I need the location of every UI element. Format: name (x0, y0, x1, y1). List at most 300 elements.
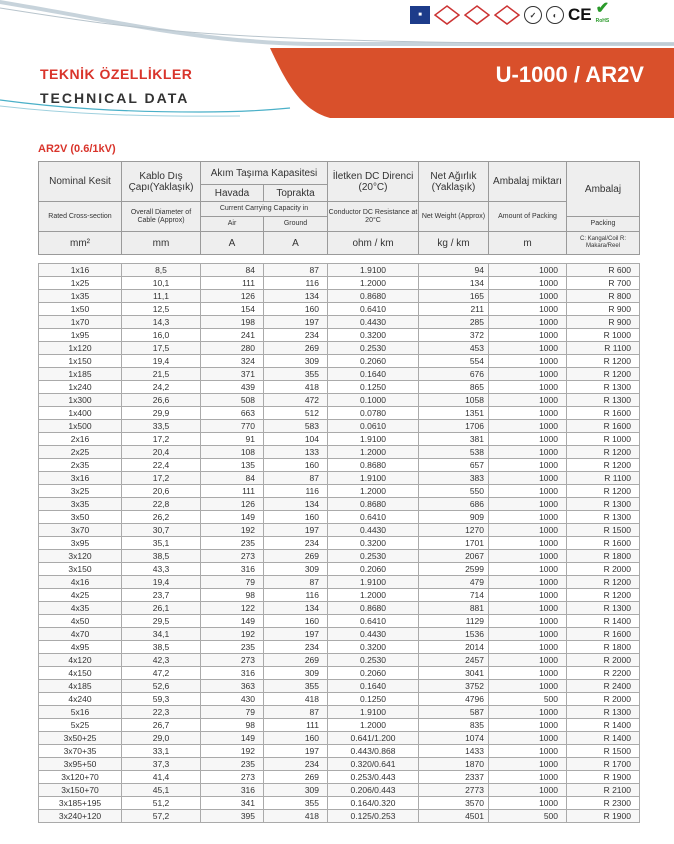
cell-packing-type: R 1300 (567, 706, 640, 719)
cell-weight: 881 (419, 602, 489, 615)
cell-cross-section: 3x70 (39, 524, 122, 537)
cell-current-ground: 234 (264, 329, 328, 342)
cell-diameter: 33,1 (122, 745, 201, 758)
cell-packing-amount: 1000 (489, 329, 567, 342)
cell-cross-section: 1x120 (39, 342, 122, 355)
cell-resistance: 0.1640 (328, 680, 419, 693)
table-row (39, 485, 640, 498)
cell-current-ground: 160 (264, 303, 328, 316)
table-row (39, 498, 640, 511)
cell-cross-section: 4x70 (39, 628, 122, 641)
cell-cross-section: 4x35 (39, 602, 122, 615)
table-row (39, 394, 640, 407)
cell-cross-section: 1x70 (39, 316, 122, 329)
cell-cross-section: 3x70+35 (39, 745, 122, 758)
header-akim: Akım Taşıma Kapasitesi (201, 162, 328, 185)
header-air: Air (201, 217, 264, 232)
cell-diameter: 24,2 (122, 381, 201, 394)
cell-weight: 1074 (419, 732, 489, 745)
cell-current-ground: 418 (264, 810, 328, 823)
header-akim-en: Current Carrying Capacity in (201, 202, 328, 217)
cell-packing-amount: 1000 (489, 264, 567, 277)
cell-cross-section: 1x240 (39, 381, 122, 394)
table-row (39, 290, 640, 303)
table-row (39, 771, 640, 784)
cell-weight: 1536 (419, 628, 489, 641)
cell-current-air: 111 (201, 485, 264, 498)
header-ambalaj-en: Packing (567, 217, 640, 232)
cell-current-ground: 197 (264, 524, 328, 537)
cell-packing-amount: 1000 (489, 576, 567, 589)
cell-diameter: 30,7 (122, 524, 201, 537)
cell-packing-type: R 1300 (567, 602, 640, 615)
cell-resistance: 0.443/0.868 (328, 745, 419, 758)
cell-diameter: 14,3 (122, 316, 201, 329)
table-row (39, 628, 640, 641)
cell-weight: 1270 (419, 524, 489, 537)
cell-cross-section: 3x150+70 (39, 784, 122, 797)
cell-current-air: 126 (201, 290, 264, 303)
table-row (39, 602, 640, 615)
cell-diameter: 19,4 (122, 355, 201, 368)
cell-current-ground: 160 (264, 732, 328, 745)
cell-packing-type: R 1400 (567, 732, 640, 745)
table-row (39, 407, 640, 420)
cell-current-ground: 160 (264, 615, 328, 628)
cell-packing-type: R 1600 (567, 537, 640, 550)
cell-diameter: 34,1 (122, 628, 201, 641)
cell-current-air: 79 (201, 706, 264, 719)
cell-weight: 686 (419, 498, 489, 511)
cell-weight: 4796 (419, 693, 489, 706)
cell-current-air: 273 (201, 771, 264, 784)
cell-resistance: 0.8680 (328, 498, 419, 511)
header-kesit-en: Rated Cross-section (39, 202, 122, 232)
cell-current-air: 508 (201, 394, 264, 407)
cell-current-ground: 133 (264, 446, 328, 459)
cell-packing-amount: 1000 (489, 381, 567, 394)
cell-current-air: 91 (201, 433, 264, 446)
cell-weight: 2599 (419, 563, 489, 576)
rohs-label: RoHS (595, 18, 610, 24)
cell-packing-amount: 1000 (489, 771, 567, 784)
cell-current-ground: 309 (264, 784, 328, 797)
cell-packing-type: R 1700 (567, 758, 640, 771)
table-row (39, 680, 640, 693)
unit-air: A (201, 232, 264, 255)
table-row (39, 459, 640, 472)
model-title: U-1000 / AR2V (495, 62, 644, 87)
title-english: TECHNICAL DATA (40, 90, 190, 106)
cell-diameter: 22,4 (122, 459, 201, 472)
table-row (39, 654, 640, 667)
cell-current-ground: 355 (264, 797, 328, 810)
cell-diameter: 20,6 (122, 485, 201, 498)
cell-current-ground: 87 (264, 706, 328, 719)
cell-packing-type: R 1200 (567, 576, 640, 589)
cell-weight: 1870 (419, 758, 489, 771)
section-title: AR2V (0.6/1kV) (38, 143, 116, 155)
cell-current-air: 273 (201, 550, 264, 563)
cell-current-air: 98 (201, 589, 264, 602)
cell-cross-section: 3x240+120 (39, 810, 122, 823)
cell-current-air: 316 (201, 667, 264, 680)
table-row (39, 810, 640, 823)
cell-cross-section: 5x16 (39, 706, 122, 719)
cell-packing-amount: 1000 (489, 420, 567, 433)
cell-diameter: 47,2 (122, 667, 201, 680)
cell-diameter: 23,7 (122, 589, 201, 602)
cell-current-air: 316 (201, 563, 264, 576)
cell-cross-section: 1x35 (39, 290, 122, 303)
cell-current-ground: 87 (264, 472, 328, 485)
cell-packing-amount: 1000 (489, 758, 567, 771)
cell-packing-type: R 1000 (567, 329, 640, 342)
table-row (39, 589, 640, 602)
cell-packing-amount: 1000 (489, 641, 567, 654)
table-row (39, 355, 640, 368)
cell-current-ground: 269 (264, 550, 328, 563)
cell-cross-section: 4x240 (39, 693, 122, 706)
cell-resistance: 0.2530 (328, 654, 419, 667)
cell-weight: 538 (419, 446, 489, 459)
cell-packing-type: R 1100 (567, 472, 640, 485)
table-row (39, 563, 640, 576)
cell-weight: 3570 (419, 797, 489, 810)
cell-resistance: 0.8680 (328, 290, 419, 303)
cell-packing-type: R 2200 (567, 667, 640, 680)
cell-current-air: 149 (201, 732, 264, 745)
cell-packing-type: R 1300 (567, 381, 640, 394)
cell-cross-section: 3x95 (39, 537, 122, 550)
cell-diameter: 11,1 (122, 290, 201, 303)
cell-resistance: 1.2000 (328, 277, 419, 290)
cell-weight: 383 (419, 472, 489, 485)
cell-diameter: 20,4 (122, 446, 201, 459)
table-row (39, 732, 640, 745)
cell-weight: 2457 (419, 654, 489, 667)
cell-cross-section: 3x120+70 (39, 771, 122, 784)
cell-weight: 657 (419, 459, 489, 472)
cell-diameter: 29,0 (122, 732, 201, 745)
cell-weight: 372 (419, 329, 489, 342)
cell-diameter: 42,3 (122, 654, 201, 667)
cell-current-air: 341 (201, 797, 264, 810)
cell-cross-section: 1x95 (39, 329, 122, 342)
cell-current-air: 371 (201, 368, 264, 381)
cell-current-ground: 234 (264, 641, 328, 654)
cell-packing-amount: 1000 (489, 719, 567, 732)
cell-packing-type: R 1300 (567, 498, 640, 511)
cell-diameter: 16,0 (122, 329, 201, 342)
cell-resistance: 0.6410 (328, 511, 419, 524)
header-ground: Ground (264, 217, 328, 232)
cell-weight: 479 (419, 576, 489, 589)
cell-packing-amount: 1000 (489, 303, 567, 316)
cell-current-ground: 309 (264, 667, 328, 680)
cell-packing-amount: 1000 (489, 485, 567, 498)
table-row (39, 537, 640, 550)
cell-diameter: 38,5 (122, 641, 201, 654)
cell-current-ground: 116 (264, 277, 328, 290)
cell-weight: 2014 (419, 641, 489, 654)
cell-diameter: 17,2 (122, 433, 201, 446)
cell-weight: 134 (419, 277, 489, 290)
cell-current-ground: 160 (264, 459, 328, 472)
cell-packing-amount: 1000 (489, 459, 567, 472)
cell-diameter: 26,6 (122, 394, 201, 407)
table-row (39, 303, 640, 316)
cell-packing-type: R 700 (567, 277, 640, 290)
cell-packing-type: R 1200 (567, 355, 640, 368)
cell-packing-type: R 1300 (567, 511, 640, 524)
cell-weight: 2067 (419, 550, 489, 563)
cell-packing-type: R 2400 (567, 680, 640, 693)
cell-current-ground: 134 (264, 290, 328, 303)
table-row (39, 329, 640, 342)
cell-diameter: 21,5 (122, 368, 201, 381)
cell-resistance: 0.0780 (328, 407, 419, 420)
cell-packing-amount: 1000 (489, 368, 567, 381)
table-row (39, 264, 640, 277)
cell-current-air: 324 (201, 355, 264, 368)
table-row (39, 277, 640, 290)
cell-resistance: 1.2000 (328, 589, 419, 602)
cell-diameter: 12,5 (122, 303, 201, 316)
cell-resistance: 1.9100 (328, 576, 419, 589)
cell-resistance: 0.2060 (328, 563, 419, 576)
cell-packing-type: R 2000 (567, 654, 640, 667)
cell-current-air: 108 (201, 446, 264, 459)
cell-diameter: 37,3 (122, 758, 201, 771)
cell-current-air: 135 (201, 459, 264, 472)
table-row (39, 524, 640, 537)
cell-diameter: 17,2 (122, 472, 201, 485)
cell-resistance: 1.2000 (328, 719, 419, 732)
cell-packing-amount: 1000 (489, 797, 567, 810)
cell-cross-section: 4x50 (39, 615, 122, 628)
cell-cross-section: 4x25 (39, 589, 122, 602)
cell-packing-type: R 1500 (567, 524, 640, 537)
cell-packing-amount: 1000 (489, 472, 567, 485)
cell-current-ground: 134 (264, 498, 328, 511)
cell-current-air: 192 (201, 745, 264, 758)
diamond-logo-icon (464, 5, 490, 25)
header-ambalaj: Ambalaj (567, 162, 640, 217)
cell-cross-section: 3x16 (39, 472, 122, 485)
cell-cross-section: 2x35 (39, 459, 122, 472)
header-direnc: İletken DC Direnci (20°C) (328, 162, 419, 202)
diamond-logo-icon (494, 5, 520, 25)
cell-cross-section: 1x25 (39, 277, 122, 290)
cell-current-air: 149 (201, 615, 264, 628)
cell-packing-amount: 1000 (489, 615, 567, 628)
cell-packing-amount: 1000 (489, 563, 567, 576)
cell-weight: 865 (419, 381, 489, 394)
cell-diameter: 22,8 (122, 498, 201, 511)
cell-diameter: 26,1 (122, 602, 201, 615)
table-row (39, 641, 640, 654)
cell-packing-amount: 1000 (489, 667, 567, 680)
cell-packing-type: R 1200 (567, 446, 640, 459)
cell-packing-type: R 2300 (567, 797, 640, 810)
table-row (39, 511, 640, 524)
cell-packing-amount: 1000 (489, 433, 567, 446)
table-row (39, 693, 640, 706)
cell-packing-type: R 2000 (567, 693, 640, 706)
cell-weight: 381 (419, 433, 489, 446)
header-cap: Kablo Dış Çapı(Yaklaşık) (122, 162, 201, 202)
cell-diameter: 26,2 (122, 511, 201, 524)
table-row (39, 550, 640, 563)
cell-current-air: 235 (201, 641, 264, 654)
cell-cross-section: 4x95 (39, 641, 122, 654)
cell-packing-amount: 1000 (489, 290, 567, 303)
cell-current-ground: 269 (264, 771, 328, 784)
header-havada: Havada (201, 185, 264, 202)
cell-packing-type: R 2100 (567, 784, 640, 797)
cell-weight: 554 (419, 355, 489, 368)
header-toprakta: Toprakta (264, 185, 328, 202)
cell-diameter: 19,4 (122, 576, 201, 589)
cell-weight: 4501 (419, 810, 489, 823)
cell-diameter: 35,1 (122, 537, 201, 550)
cell-packing-type: R 1000 (567, 433, 640, 446)
cell-diameter: 59,3 (122, 693, 201, 706)
header-agirlik-en: Net Weight (Approx) (419, 202, 489, 232)
cell-resistance: 1.9100 (328, 264, 419, 277)
cell-resistance: 0.4430 (328, 628, 419, 641)
cell-current-ground: 309 (264, 355, 328, 368)
cell-packing-amount: 1000 (489, 745, 567, 758)
unit-kesit: mm² (39, 232, 122, 255)
cell-current-air: 241 (201, 329, 264, 342)
cell-cross-section: 4x185 (39, 680, 122, 693)
header-agirlik: Net Ağırlık (Yaklaşık) (419, 162, 489, 202)
certification-logos (410, 0, 610, 26)
cell-current-ground: 472 (264, 394, 328, 407)
unit-direnc: ohm / km (328, 232, 419, 255)
cell-current-air: 235 (201, 758, 264, 771)
cell-packing-type: R 1200 (567, 485, 640, 498)
table-body (39, 264, 640, 823)
cell-current-air: 235 (201, 537, 264, 550)
cell-cross-section: 3x185+195 (39, 797, 122, 810)
cell-diameter: 57,2 (122, 810, 201, 823)
cell-packing-amount: 1000 (489, 654, 567, 667)
cell-weight: 453 (419, 342, 489, 355)
cell-resistance: 0.1640 (328, 368, 419, 381)
cell-current-ground: 197 (264, 628, 328, 641)
cell-cross-section: 3x35 (39, 498, 122, 511)
cell-packing-amount: 1000 (489, 732, 567, 745)
cell-packing-type: R 1400 (567, 615, 640, 628)
cell-weight: 1701 (419, 537, 489, 550)
cell-resistance: 0.0610 (328, 420, 419, 433)
cell-current-ground: 111 (264, 719, 328, 732)
unit-cap: mm (122, 232, 201, 255)
cell-current-ground: 116 (264, 485, 328, 498)
cell-packing-amount: 500 (489, 693, 567, 706)
cell-cross-section: 3x150 (39, 563, 122, 576)
cell-diameter: 38,5 (122, 550, 201, 563)
cell-resistance: 0.3200 (328, 641, 419, 654)
cell-weight: 211 (419, 303, 489, 316)
cell-packing-type: R 1800 (567, 641, 640, 654)
cell-weight: 550 (419, 485, 489, 498)
cell-weight: 165 (419, 290, 489, 303)
cell-current-ground: 583 (264, 420, 328, 433)
cell-resistance: 0.4430 (328, 316, 419, 329)
cell-resistance: 0.2060 (328, 667, 419, 680)
cell-resistance: 0.1250 (328, 693, 419, 706)
cell-packing-type: R 1200 (567, 368, 640, 381)
cell-diameter: 33,5 (122, 420, 201, 433)
cell-packing-amount: 1000 (489, 394, 567, 407)
cell-current-air: 316 (201, 784, 264, 797)
table-row (39, 342, 640, 355)
table-row (39, 368, 640, 381)
cell-packing-type: R 1200 (567, 459, 640, 472)
ce-mark-icon: CE (568, 5, 592, 24)
cell-resistance: 0.6410 (328, 615, 419, 628)
cell-resistance: 0.3200 (328, 329, 419, 342)
cell-weight: 94 (419, 264, 489, 277)
cell-resistance: 0.2530 (328, 550, 419, 563)
diamond-logo-icon (434, 5, 460, 25)
table-row (39, 433, 640, 446)
cell-packing-type: R 1600 (567, 407, 640, 420)
cell-cross-section: 1x500 (39, 420, 122, 433)
table-row (39, 576, 640, 589)
unit-agirlik: kg / km (419, 232, 489, 255)
table-row (39, 472, 640, 485)
cell-packing-type: R 1300 (567, 394, 640, 407)
cell-current-ground: 197 (264, 316, 328, 329)
cell-resistance: 0.2060 (328, 355, 419, 368)
cell-current-air: 273 (201, 654, 264, 667)
cell-diameter: 8,5 (122, 264, 201, 277)
cell-packing-type: R 600 (567, 264, 640, 277)
circle-logo-icon: ◐ (546, 6, 564, 24)
cell-diameter: 41,4 (122, 771, 201, 784)
cell-packing-type: R 2000 (567, 563, 640, 576)
cell-packing-type: R 900 (567, 303, 640, 316)
cell-resistance: 1.9100 (328, 706, 419, 719)
cell-diameter: 52,6 (122, 680, 201, 693)
table-row (39, 706, 640, 719)
cell-packing-type: R 1500 (567, 745, 640, 758)
cell-packing-amount: 1000 (489, 602, 567, 615)
cell-cross-section: 3x50 (39, 511, 122, 524)
cell-weight: 3752 (419, 680, 489, 693)
cell-current-ground: 269 (264, 342, 328, 355)
cell-diameter: 22,3 (122, 706, 201, 719)
cell-packing-amount: 1000 (489, 407, 567, 420)
cell-packing-type: R 900 (567, 316, 640, 329)
cell-weight: 2773 (419, 784, 489, 797)
cell-current-air: 439 (201, 381, 264, 394)
cell-cross-section: 4x150 (39, 667, 122, 680)
cell-cross-section: 1x185 (39, 368, 122, 381)
unit-miktar: m (489, 232, 567, 255)
cell-current-air: 79 (201, 576, 264, 589)
cell-resistance: 1.9100 (328, 472, 419, 485)
cell-current-air: 126 (201, 498, 264, 511)
cell-current-air: 192 (201, 524, 264, 537)
cell-weight: 2337 (419, 771, 489, 784)
cell-current-air: 395 (201, 810, 264, 823)
